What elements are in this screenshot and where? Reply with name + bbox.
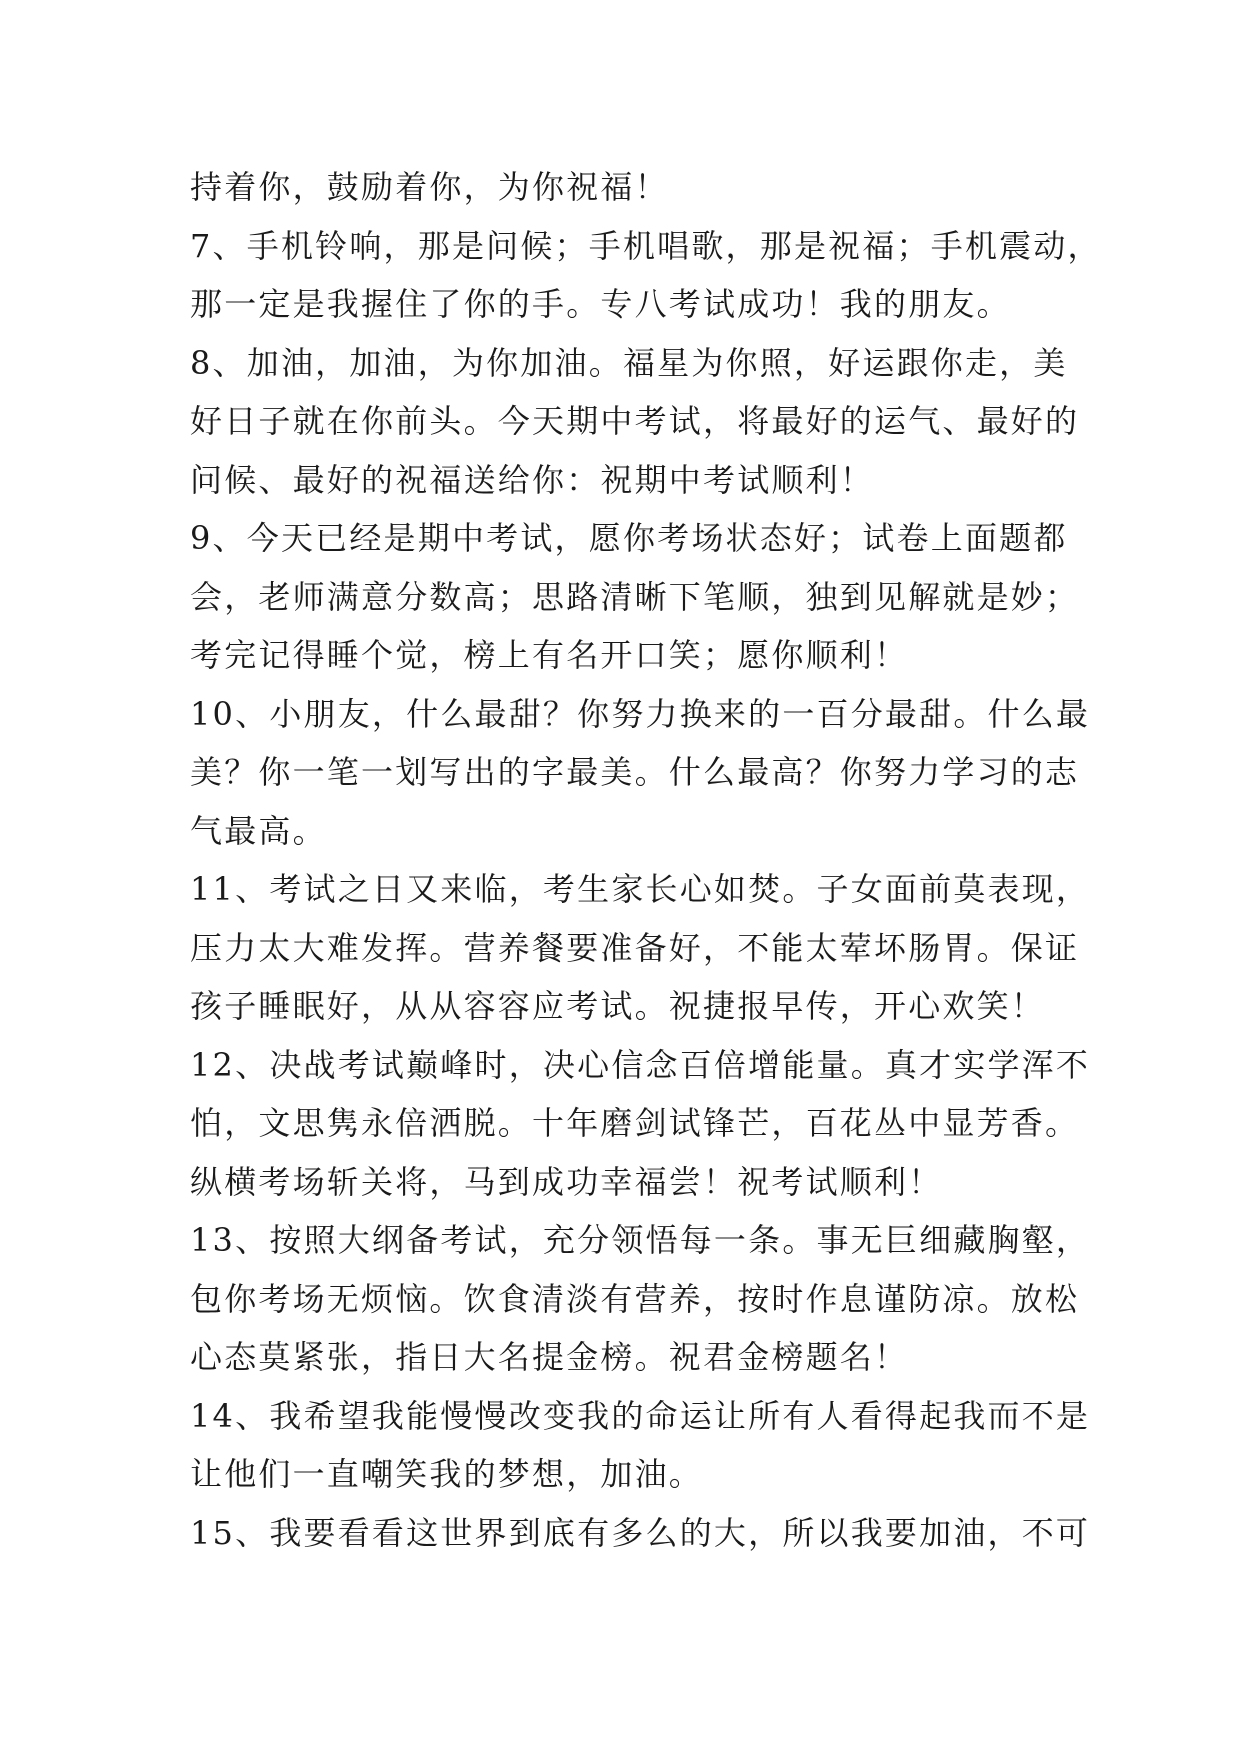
text-line: 那一定是我握住了你的手。专八考试成功！我的朋友。 [190, 285, 1011, 323]
text-line: 9、今天已经是期中考试，愿你考场状态好；试卷上面题都 [190, 519, 1068, 557]
text-line: 11、考试之日又来临，考生家长心如焚。子女面前莫表现， [190, 870, 1091, 908]
text-line: 14、我希望我能慢慢改变我的命运让所有人看得起我而不是 [190, 1396, 1091, 1435]
text-line: 8、加油，加油，为你加油。福星为你照，好运跟你走，美 [190, 343, 1068, 382]
text-line: 15、我要看看这世界到底有多么的大，所以我要加油，不可 [190, 1513, 1091, 1552]
text-line: 考完记得睡个觉，榜上有名开口笑；愿你顺利！ [190, 636, 909, 674]
text-line: 10、小朋友，什么最甜？你努力换来的一百分最甜。什么最 [190, 694, 1091, 733]
text-line: 让他们一直嘲笑我的梦想，加油。 [190, 1455, 704, 1493]
text-line: 7、手机铃响，那是问候；手机唱歌，那是祝福；手机震动， [190, 226, 1102, 265]
text-line: 13、按照大纲备考试，充分领悟每一条。事无巨细藏胸壑， [190, 1221, 1091, 1259]
text-line: 12、决战考试巅峰时，决心信念百倍增能量。真才实学浑不 [190, 1045, 1091, 1084]
text-line: 纵横考场斩关将，马到成功幸福尝！祝考试顺利！ [190, 1162, 943, 1201]
text-line: 心态莫紧张，指日大名提金榜。祝君金榜题名！ [190, 1338, 909, 1376]
text-line: 持着你，鼓励着你，为你祝福！ [190, 168, 669, 206]
text-line: 怕，文思隽永倍洒脱。十年磨剑试锋芒，百花丛中显芳香。 [190, 1104, 1080, 1142]
document-body [190, 158, 1102, 1562]
text-line: 问候、最好的祝福送给你：祝期中考试顺利！ [190, 460, 875, 499]
text-line: 会，老师满意分数高；思路清晰下笔顺，独到见解就是妙； [190, 577, 1080, 616]
text-line: 美？你一笔一划写出的字最美。什么最高？你努力学习的志 [190, 753, 1080, 791]
text-line: 压力太大难发挥。营养餐要准备好，不能太荤坏肠胃。保证 [190, 928, 1080, 967]
text-line: 气最高。 [190, 811, 327, 850]
text-line: 好日子就在你前头。今天期中考试，将最好的运气、最好的 [190, 402, 1080, 440]
text-line: 包你考场无烦恼。饮食清淡有营养，按时作息谨防凉。放松 [190, 1279, 1080, 1318]
text-line: 孩子睡眠好，从从容容应考试。祝捷报早传，开心欢笑！ [190, 987, 1046, 1025]
